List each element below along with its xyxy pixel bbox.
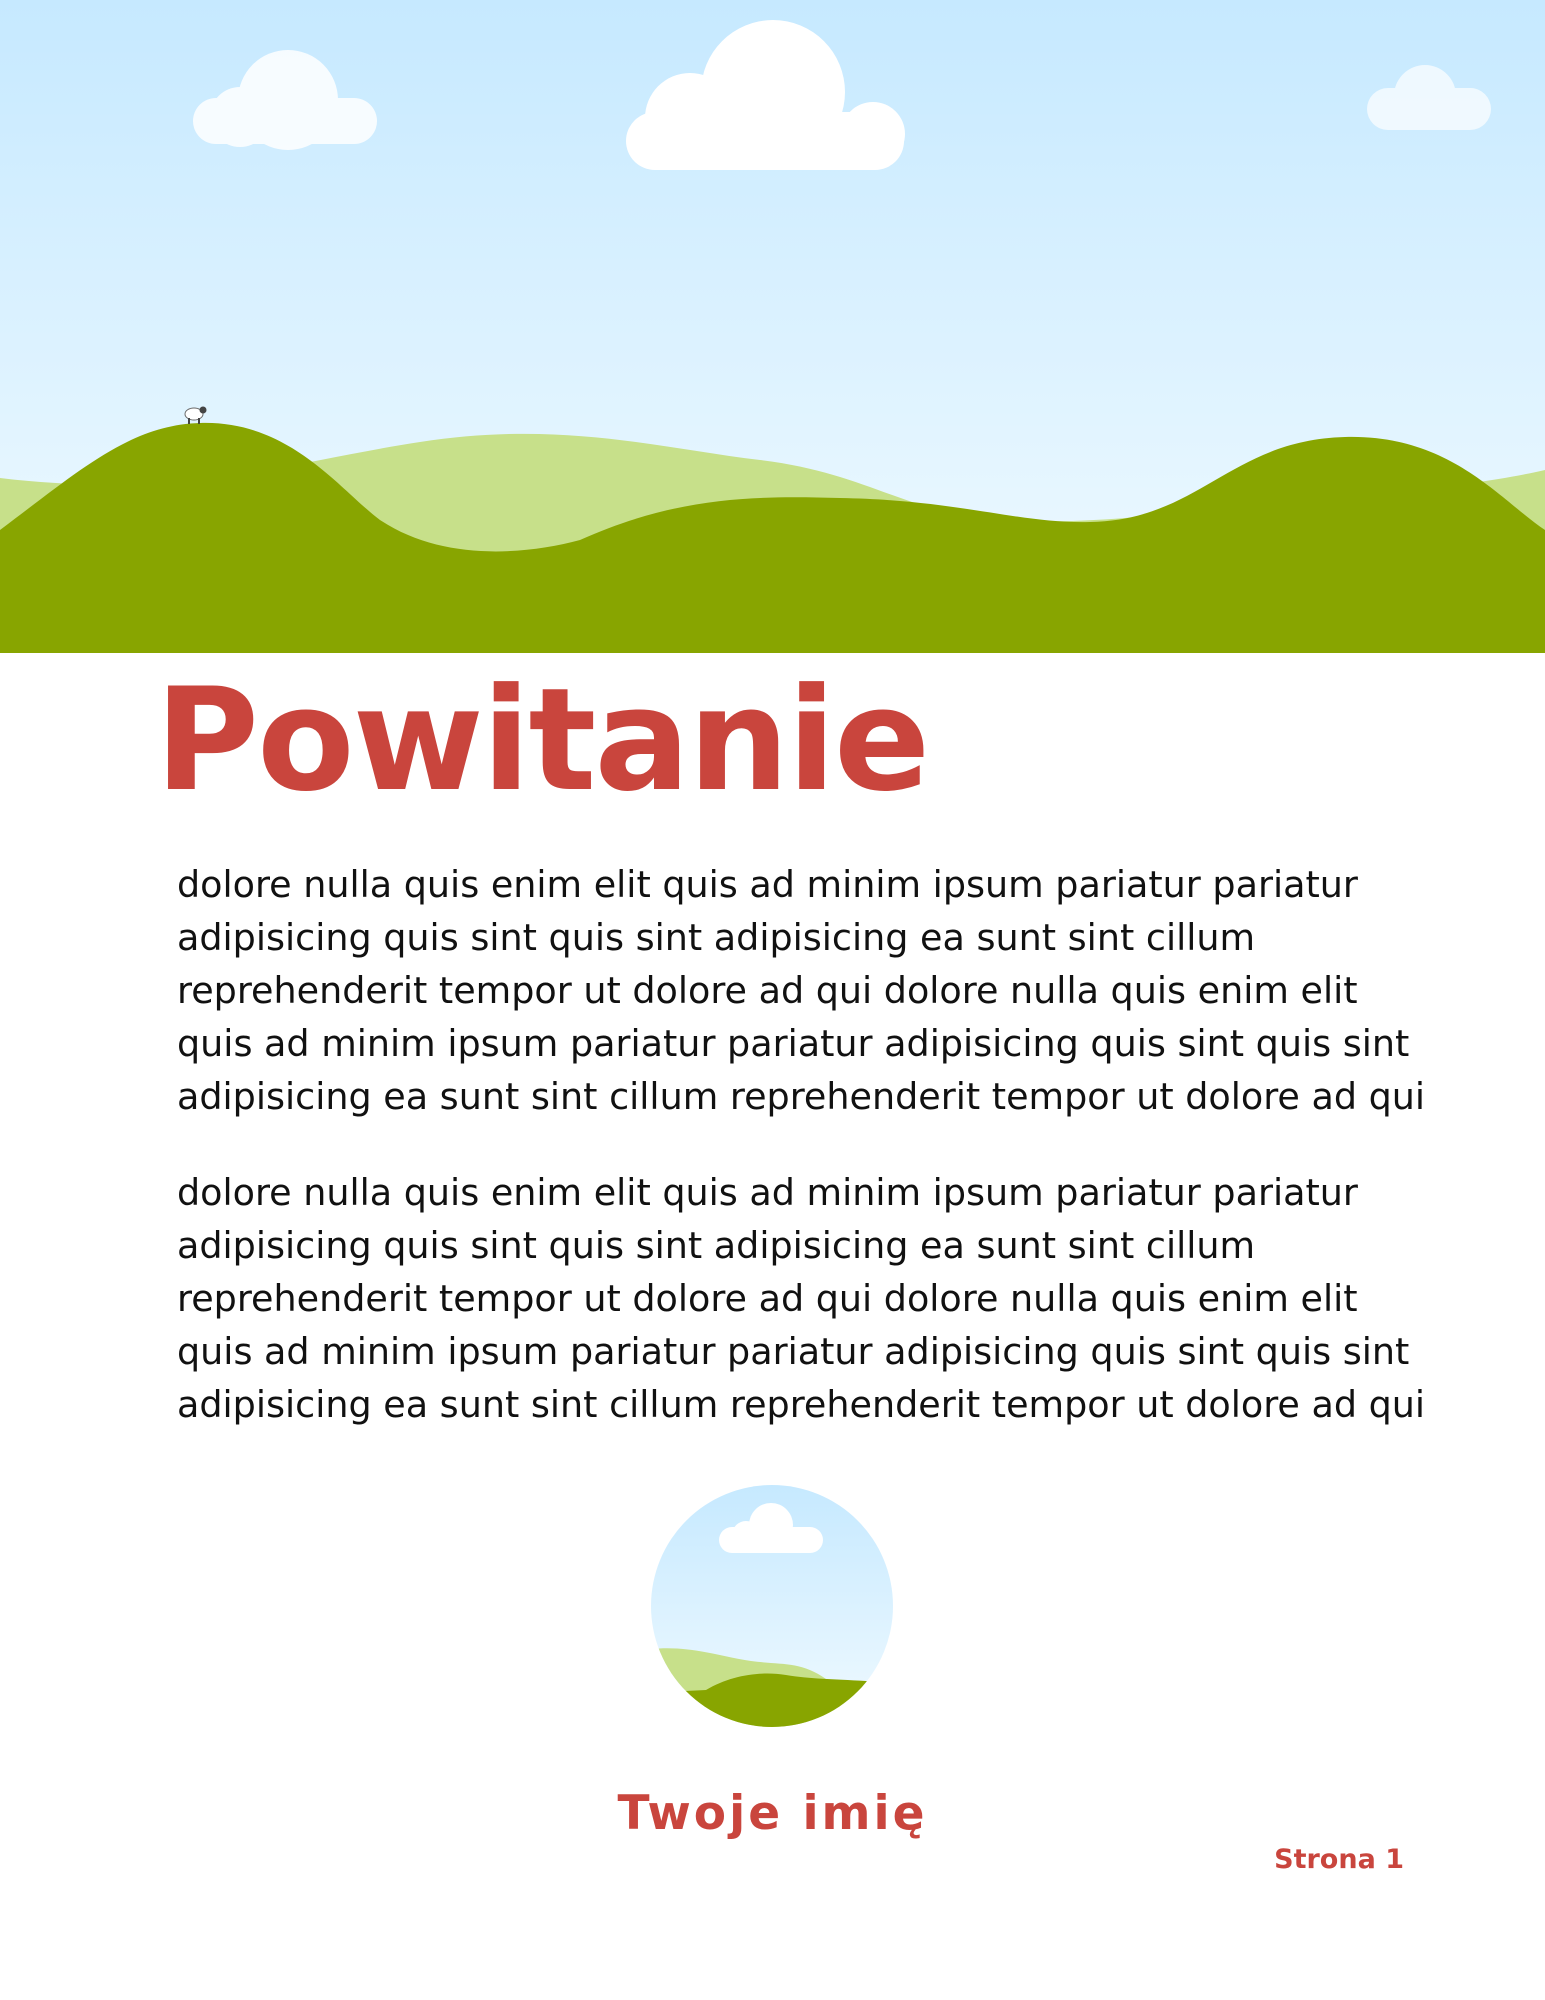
page-number: Strona 1 bbox=[1274, 1844, 1404, 1875]
paragraph-line: adipisicing quis sint quis sint adipisicing ea sunt sint cillum bbox=[177, 916, 1256, 959]
landscape-banner-illustration bbox=[0, 0, 1545, 653]
body-paragraph-2 bbox=[177, 1166, 1426, 1431]
paragraph-line: quis ad minim ipsum pariatur pariatur adipisicing quis sint quis sint bbox=[177, 1330, 1410, 1373]
author-name: Twoje imię bbox=[617, 1786, 928, 1841]
paragraph-line: adipisicing ea sunt sint cillum reprehenderit tempor ut dolore ad qui bbox=[177, 1383, 1426, 1426]
paragraph-line: adipisicing ea sunt sint cillum reprehenderit tempor ut dolore ad qui bbox=[177, 1075, 1426, 1118]
author-avatar bbox=[651, 1485, 893, 1727]
paragraph-line: dolore nulla quis enim elit quis ad minim ipsum pariatur pariatur bbox=[177, 1171, 1358, 1214]
paragraph-line: quis ad minim ipsum pariatur pariatur adipisicing quis sint quis sint bbox=[177, 1022, 1410, 1065]
paragraph-line: reprehenderit tempor ut dolore ad qui dolore nulla quis enim elit bbox=[177, 969, 1358, 1012]
paragraph-line: dolore nulla quis enim elit quis ad minim ipsum pariatur pariatur bbox=[177, 863, 1358, 906]
body-paragraph-1 bbox=[177, 858, 1426, 1123]
paragraph-line: reprehenderit tempor ut dolore ad qui dolore nulla quis enim elit bbox=[177, 1277, 1358, 1320]
paragraph-line: adipisicing quis sint quis sint adipisicing ea sunt sint cillum bbox=[177, 1224, 1256, 1267]
page-title: Powitanie bbox=[155, 658, 929, 823]
